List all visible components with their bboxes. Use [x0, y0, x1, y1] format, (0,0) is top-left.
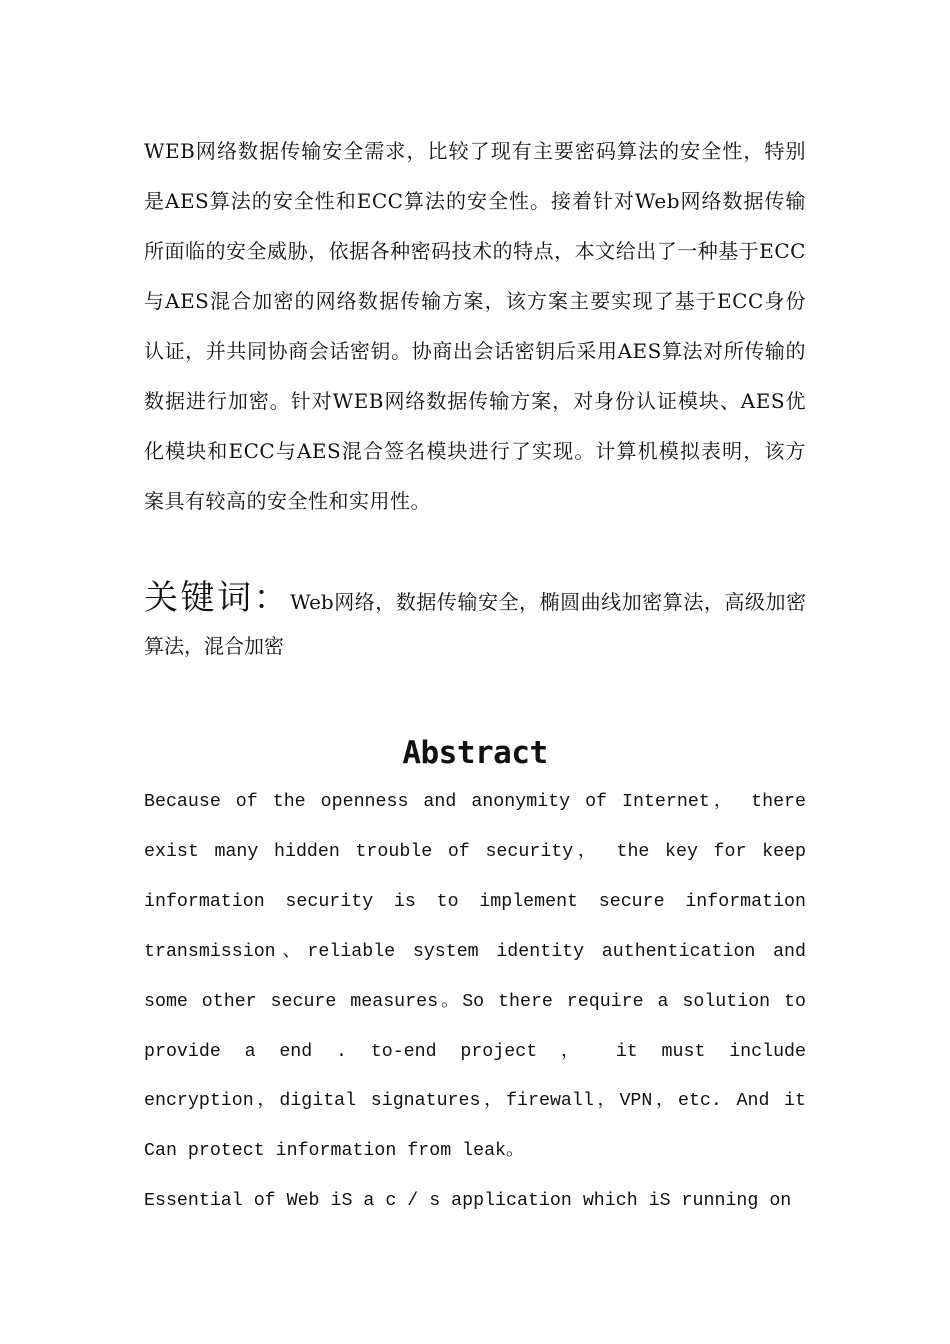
english-abstract-paragraph-1: Because of the openness and anonymity of Internet， there exist many hidden trouble of security， the key for keep information security is to implement secure information transmission、reliable system identity authentication and some other secure measures。So there require a solution to provide a end . to-end project ， it must include encryption，digital signatures，firewall，VPN，etc. And it Can protect information from leak。	[144, 792, 806, 1162]
abstract-heading: Abstract	[402, 735, 548, 771]
keywords-text: Web网络，数据传输安全，椭圆曲线加密算法，高级加密算法，混合加密	[144, 590, 806, 658]
document-page	[144, 126, 806, 1227]
keywords-line	[144, 576, 806, 668]
chinese-abstract-text: WEB网络数据传输安全需求，比较了现有主要密码算法的安全性，特别是AES算法的安全性和ECC算法的安全性。接着针对Web网络数据传输所面临的安全威胁，依据各种密码技术的特点，本文给出了一种基于ECC与AES混合加密的网络数据传输方案，该方案主要实现了基于ECC身份认证，并共同协商会话密钥。协商出会话密钥后采用AES算法对所传输的数据进行加密。针对WEB网络数据传输方案，对身份认证模块、AES优化模块和ECC与AES混合签名模块进行了实现。计算机模拟表明，该方案具有较高的安全性和实用性。	[144, 139, 806, 513]
english-abstract-paragraph-2: Essential of Web iS a c / s application which iS running on	[144, 1191, 792, 1212]
keywords-label: 关键词：	[144, 578, 291, 618]
